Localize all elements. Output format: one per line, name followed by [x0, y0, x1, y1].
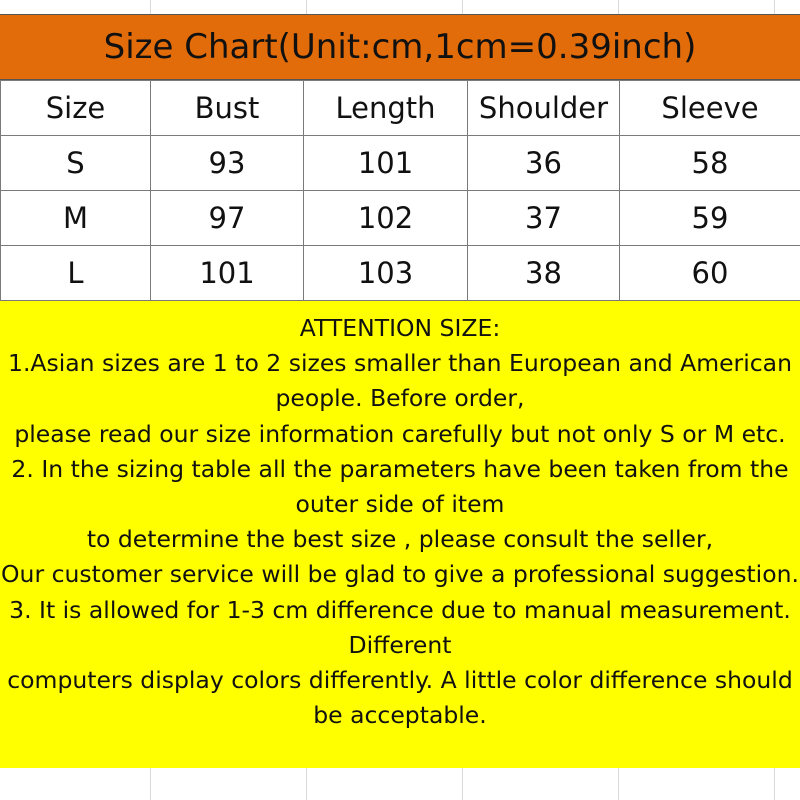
notice-line: 3. It is allowed for 1-3 cm difference due to manual measurement.: [9, 595, 791, 624]
table-row: [1, 136, 800, 191]
table-header-row: [1, 81, 800, 136]
header-shoulder: Shoulder: [468, 81, 620, 136]
attention-notice: [0, 300, 800, 768]
size-table: [0, 80, 800, 301]
header-bust: Bust: [151, 81, 304, 136]
cell-sleeve: 59: [620, 191, 800, 246]
notice-line: Our customer service will be glad to give a professional suggestion.: [1, 560, 799, 589]
spreadsheet-grid-top: [0, 0, 800, 14]
cell-sleeve: 60: [620, 246, 800, 301]
cell-bust: 97: [151, 191, 304, 246]
header-sleeve: Sleeve: [620, 81, 800, 136]
cell-shoulder: 38: [468, 246, 620, 301]
notice-line: computers display colors differently. A little color difference should: [7, 666, 793, 695]
cell-length: 101: [304, 136, 468, 191]
cell-length: 102: [304, 191, 468, 246]
cell-bust: 101: [151, 246, 304, 301]
cell-size: S: [1, 136, 151, 191]
notice-line: please read our size information carefully but not only S or M etc.: [14, 419, 786, 448]
size-chart-title: Size Chart(Unit:cm,1cm=0.39inch): [0, 14, 800, 80]
cell-shoulder: 36: [468, 136, 620, 191]
cell-length: 103: [304, 246, 468, 301]
header-size: Size: [1, 81, 151, 136]
cell-sleeve: 58: [620, 136, 800, 191]
notice-line: 2. In the sizing table all the parameters have been taken from the: [11, 454, 789, 483]
notice-heading: ATTENTION SIZE:: [299, 314, 501, 342]
notice-line: be acceptable.: [313, 701, 487, 730]
notice-line: 1.Asian sizes are 1 to 2 sizes smaller than European and American: [8, 349, 792, 378]
cell-size: M: [1, 191, 151, 246]
header-length: Length: [304, 81, 468, 136]
notice-line: people. Before order,: [275, 384, 525, 413]
cell-bust: 93: [151, 136, 304, 191]
table-row: [1, 246, 800, 301]
spreadsheet-grid-bottom: [0, 768, 800, 800]
cell-size: L: [1, 246, 151, 301]
cell-shoulder: 37: [468, 191, 620, 246]
notice-line: outer side of item: [295, 490, 505, 519]
notice-line: to determine the best size , please consult the seller,: [86, 525, 714, 554]
table-row: [1, 191, 800, 246]
notice-line: Different: [348, 630, 452, 659]
